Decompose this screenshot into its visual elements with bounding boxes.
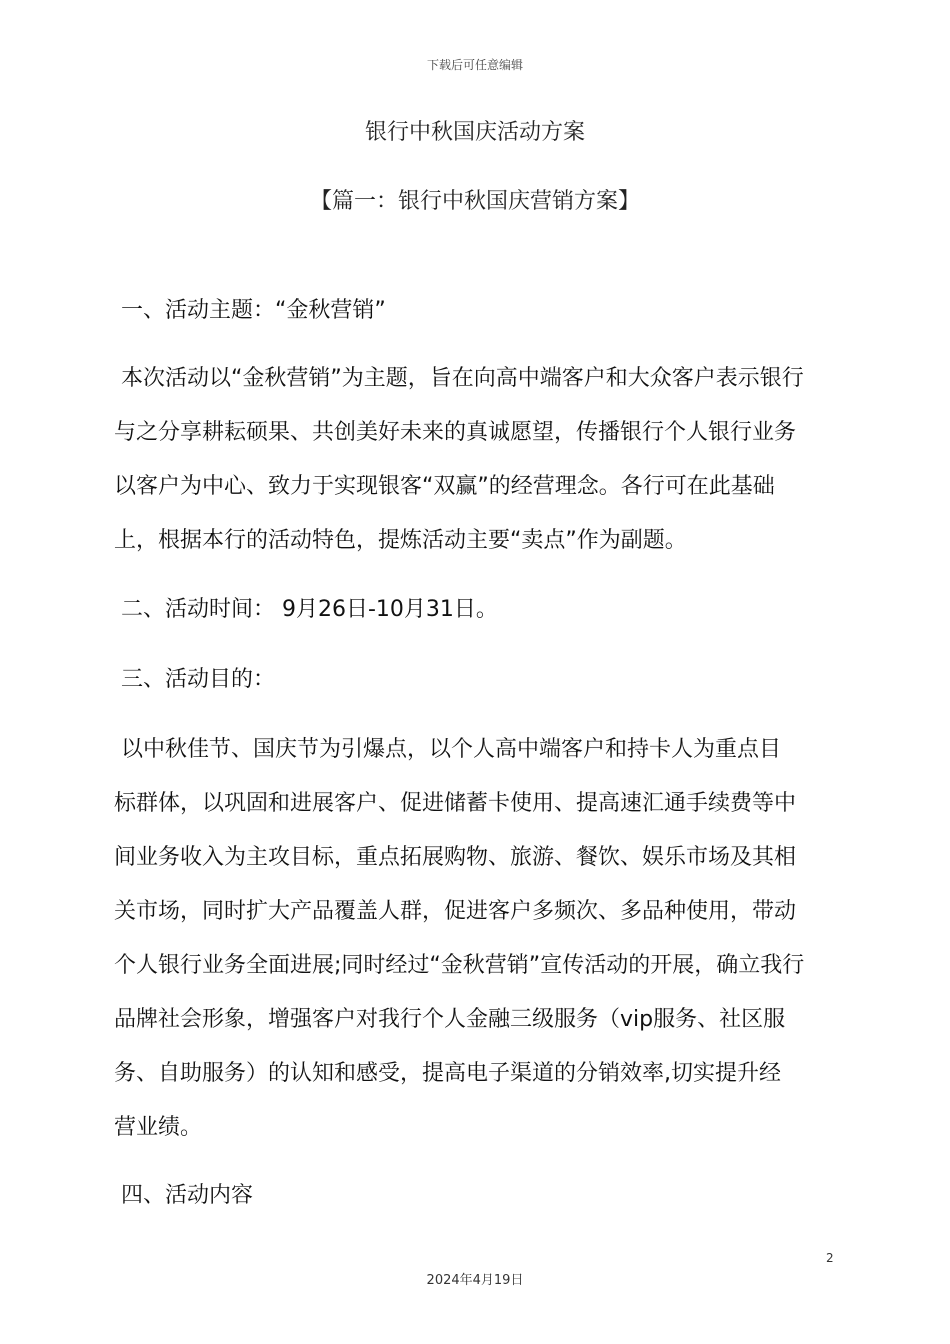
paragraph-line: 务、自助服务）的认知和感受，提高电子渠道的分销效率,切实提升经 <box>114 1061 781 1086</box>
document-title: 银行中秋国庆活动方案 <box>364 120 585 145</box>
section-2-heading: 二、活动时间： 9月26日-10月31日。 <box>121 597 498 622</box>
section-1-paragraph <box>114 352 842 568</box>
paragraph-line: 间业务收入为主攻目标，重点拓展购物、旅游、餐饮、娱乐市场及其相 <box>114 845 797 870</box>
section-3-paragraph <box>114 723 842 1155</box>
document-subtitle: 【篇一：银行中秋国庆营销方案】 <box>309 189 640 214</box>
paragraph-line: 本次活动以“金秋营销”为主题，旨在向高中端客户和大众客户表示银行 <box>121 366 804 391</box>
paragraph-line: 营业绩。 <box>114 1115 203 1140</box>
section-4-heading: 四、活动内容 <box>121 1183 254 1208</box>
paragraph-line: 以中秋佳节、国庆节为引爆点，以个人高中端客户和持卡人为重点目 <box>121 737 782 762</box>
header-note: 下载后可任意编辑 <box>426 58 523 72</box>
paragraph-line: 个人银行业务全面进展;同时经过“金秋营销”宣传活动的开展，确立我行 <box>114 953 805 978</box>
section-3-heading: 三、活动目的： <box>121 667 276 692</box>
footer-date: 2024年4月19日 <box>426 1273 524 1288</box>
paragraph-line: 标群体，以巩固和进展客户、促进储蓄卡使用、提高速汇通手续费等中 <box>114 791 797 816</box>
paragraph-line: 关市场，同时扩大产品覆盖人群，促进客户多频次、多品种使用，带动 <box>114 899 797 924</box>
page-number: 2 <box>826 1251 834 1265</box>
paragraph-line: 与之分享耕耘硕果、共创美好未来的真诚愿望，传播银行个人银行业务 <box>114 420 797 445</box>
paragraph-line: 品牌社会形象，增强客户对我行个人金融三级服务（vip服务、社区服 <box>114 1007 786 1032</box>
section-1-heading: 一、活动主题：“金秋营销” <box>121 298 386 323</box>
paragraph-line: 上，根据本行的活动特色，提炼活动主要“卖点”作为副题。 <box>114 528 687 553</box>
paragraph-line: 以客户为中心、致力于实现银客“双赢”的经营理念。各行可在此基础 <box>114 474 775 499</box>
